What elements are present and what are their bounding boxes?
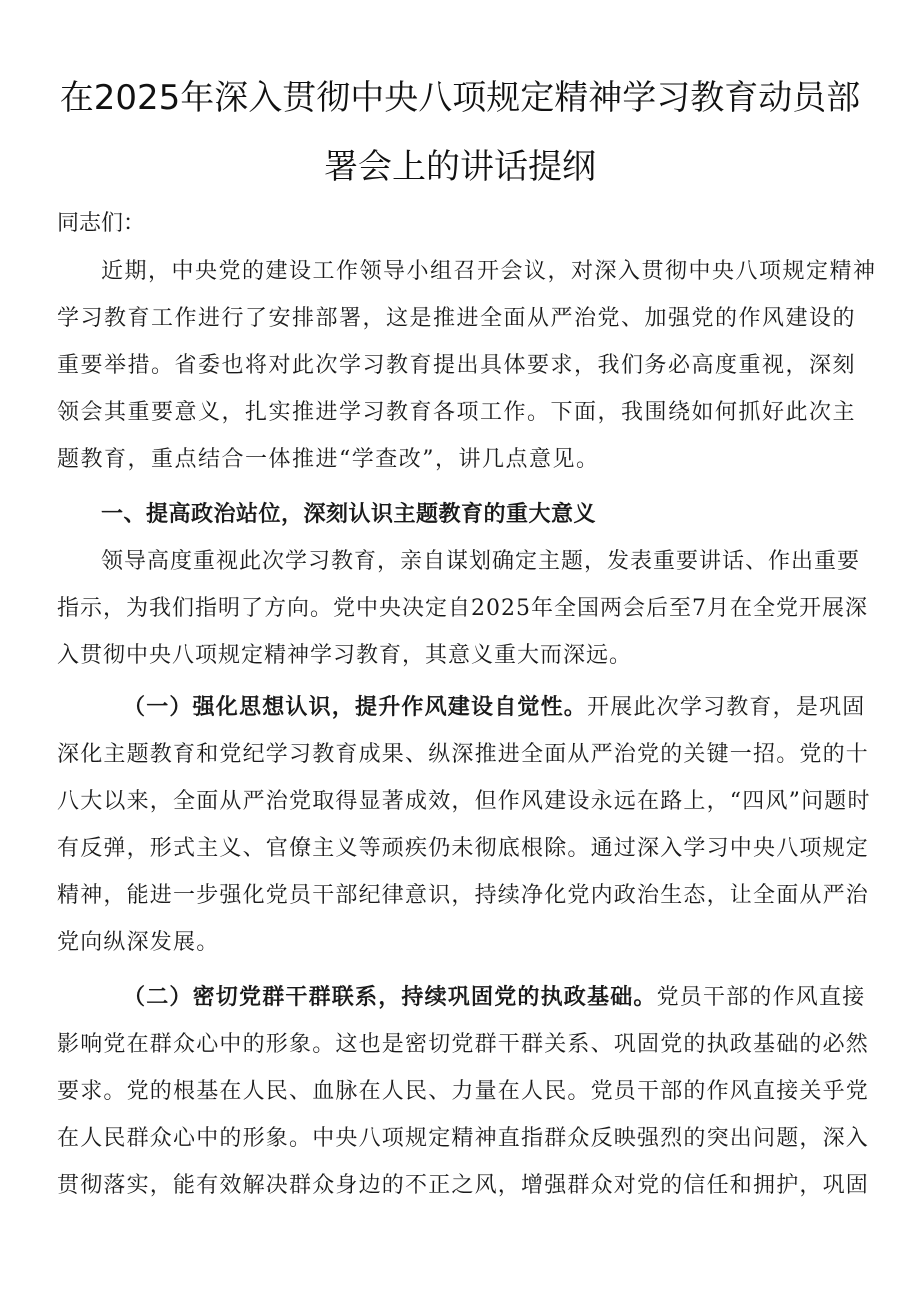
subsection-2-lead: （二）密切党群干群联系，持续巩固党的执政基础。 — [123, 985, 657, 1010]
subsection-1-lead: （一）强化思想认识，提升作风建设自觉性。 — [123, 695, 588, 720]
paragraph-intro: 近期，中央党的建设工作领导小组召开会议，对深入贯彻中央八项规定精神学习教育工作进行了安排部署，这是推进全面从严治党、加强党的作风建设的重要举措。省委也将对此次学习教育提出具体要求，我们务必高度重视，深刻领会其重要意义，扎实推进学习教育各项工作。下面，我围绕如何抓好此次主题教育，重点结合一体推进“学查改”，讲几点意见。 — [57, 259, 877, 472]
subsection-2-text: 党员干部的作风直接影响党在群众心中的形象。这也是密切党群干群关系、巩固党的执政基础的必然要求。党的根基在人民、血脉在人民、力量在人民。党员干部的作风直接关乎党在人民群众心中的形象。中央八项规定精神直指群众反映强烈的突出问题，深入贯彻落实，能有效解决群众身边的不正之风，增强群众对党的信任和拥护，巩固 — [57, 985, 870, 1198]
paragraph-section-1-intro: 领导高度重视此次学习教育，亲自谋划确定主题，发表重要讲话、作出重要指示，为我们指明了方向。党中央决定自2025年全国两会后至7月在全党开展深入贯彻中央八项规定精神学习教育，其意义重大而深远。 — [57, 549, 868, 668]
paragraph-subsection-2 — [57, 974, 877, 1209]
document-title-line-1: 在2025年深入贯彻中央八项规定精神学习教育动员部 — [59, 78, 861, 118]
paragraph-subsection-1 — [57, 684, 877, 966]
section-heading-1: 一、提高政治站位，深刻认识主题教育的重大意义 — [101, 502, 597, 527]
salutation: 同志们： — [57, 211, 146, 236]
document-title-line-2: 署会上的讲话提纲 — [324, 147, 596, 187]
subsection-1-text: 开展此次学习教育，是巩固深化主题教育和党纪学习教育成果、纵深推进全面从严治党的关键一招。党的十八大以来，全面从严治党取得显著成效，但作风建设永远在路上，“四风”问题时有反弹，形式主义、官僚主义等顽疾仍未彻底根除。通过深入学习中央八项规定精神，能进一步强化党员干部纪律意识，持续净化党内政治生态，让全面从严治党向纵深发展。 — [57, 695, 871, 955]
